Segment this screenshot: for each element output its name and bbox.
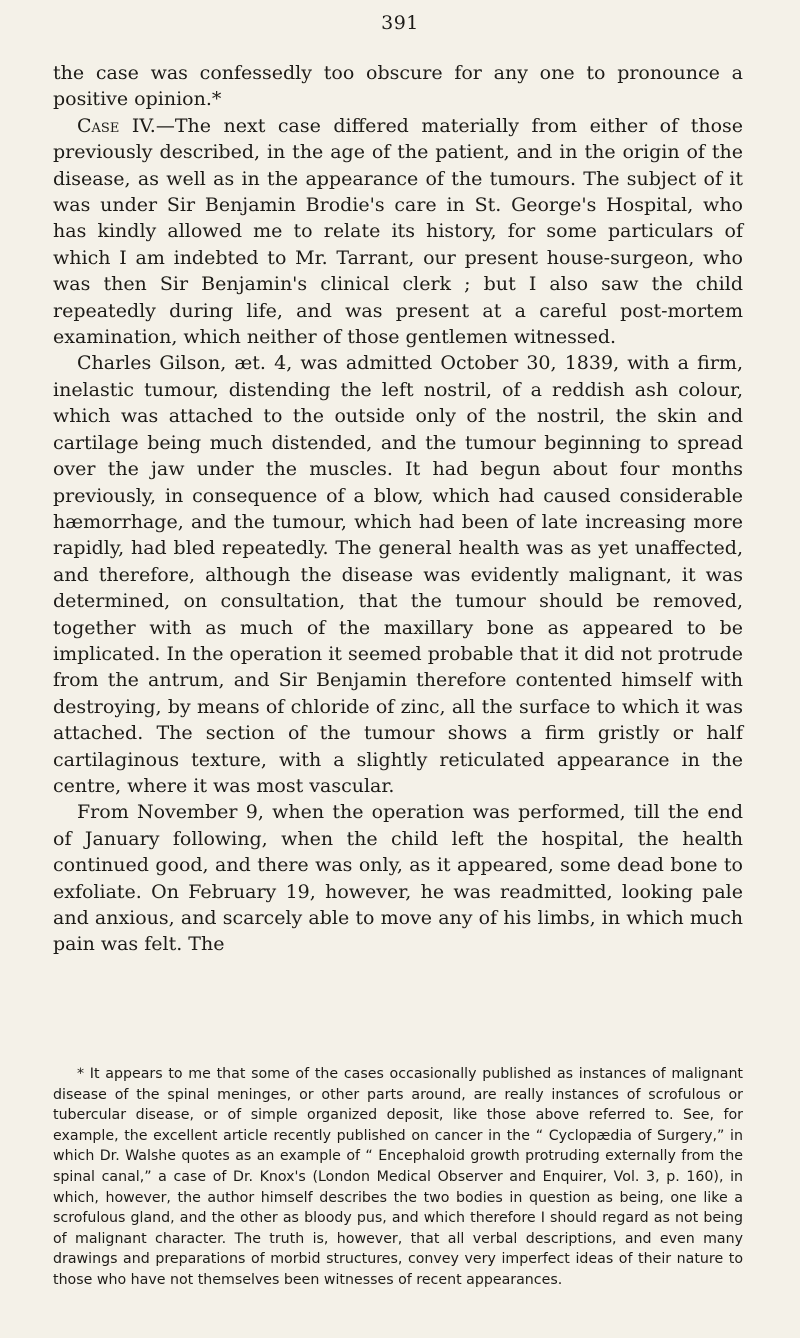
paragraph-admission: Charles Gilson, æt. 4, was admitted October 30, 1839, with a firm, inelastic tumour, distending the left nostril, of a reddish ash colour, which was attached to the outside only of the nostril, the skin and cartilage being much distended, and the tumour beginning to spread over the jaw under the muscles. It had begun about four months previously, in consequence of a blow, which had caused considerable hæmorrhage, and the tumour, which had been of late increasing more rapidly, had bled repeatedly. The general health was as yet unaffected, and therefore, although the disease was evidently malignant, it was determined, on consultation, that the tumour should be removed, together with as much of the maxillary bone as appeared to be implicated. In the operation it seemed probable that it did not protrude from the antrum, and Sir Benjamin therefore contented himself with destroying, by means of chloride of zinc, all the surface to which it was attached. The section of the tumour shows a firm gristly or half cartilaginous texture, with a slightly reticulated appearance in the centre, where it was most vascular.	[53, 352, 743, 797]
case-label: Case IV.	[77, 114, 156, 137]
page-number: 391	[381, 12, 419, 34]
case-iv-text: —The next case differed materially from either of those previously described, in the age of the patient, and in the origin of the disease, as well as in the appearance of the tumours. The subject of it was under Sir Benjamin Brodie's care in St. George's Hospital, who has kindly allowed me to relate its history, for some particulars of which I am indebted to Mr. Tarrant, our present house-surgeon, who was then Sir Benjamin's clinical clerk ; but I also saw the child repeatedly during life, and was present at a careful post-mortem examination, which neither of those gentlemen witnessed.	[53, 114, 743, 349]
paragraph-case-iv	[53, 113, 743, 351]
paragraph-continuation: the case was confessedly too obscure for any one to pronounce a positive opinion.*	[53, 62, 743, 111]
footnote-text: * It appears to me that some of the cases occasionally published as instances of malignant disease of the spinal meninges, or other parts around, are really instances of scrofulous or tubercular disease, or of simple organized deposit, like those above referred to. See, for example, the excellent article recently published on cancer in the “ Cyclopædia of Surgery,” in which Dr. Walshe quotes as an example of “ Encephaloid growth protruding externally from the spinal canal,” a case of Dr. Knox's (London Medical Observer and Enquirer, Vol. 3, p. 160), in which, however, the author himself describes the two bodies in question as being, one like a scrofulous gland, and the other as bloody pus, and which therefore I should regard as not being of malignant character. The truth is, however, that all verbal descriptions, and even many drawings and preparations of morbid structures, convey very imperfect ideas of their nature to those who have not themselves been witnesses of recent appearances.	[53, 1066, 743, 1288]
paragraph-readmission: From November 9, when the operation was performed, till the end of January following, when the child left the hospital, the health continued good, and there was only, as it appeared, some dead bone to exfoliate. On February 19, however, he was readmitted, looking pale and anxious, and scarcely able to move any of his limbs, in which much pain was felt. The	[53, 801, 743, 956]
footnote	[53, 1064, 743, 1291]
body-text	[53, 60, 743, 958]
